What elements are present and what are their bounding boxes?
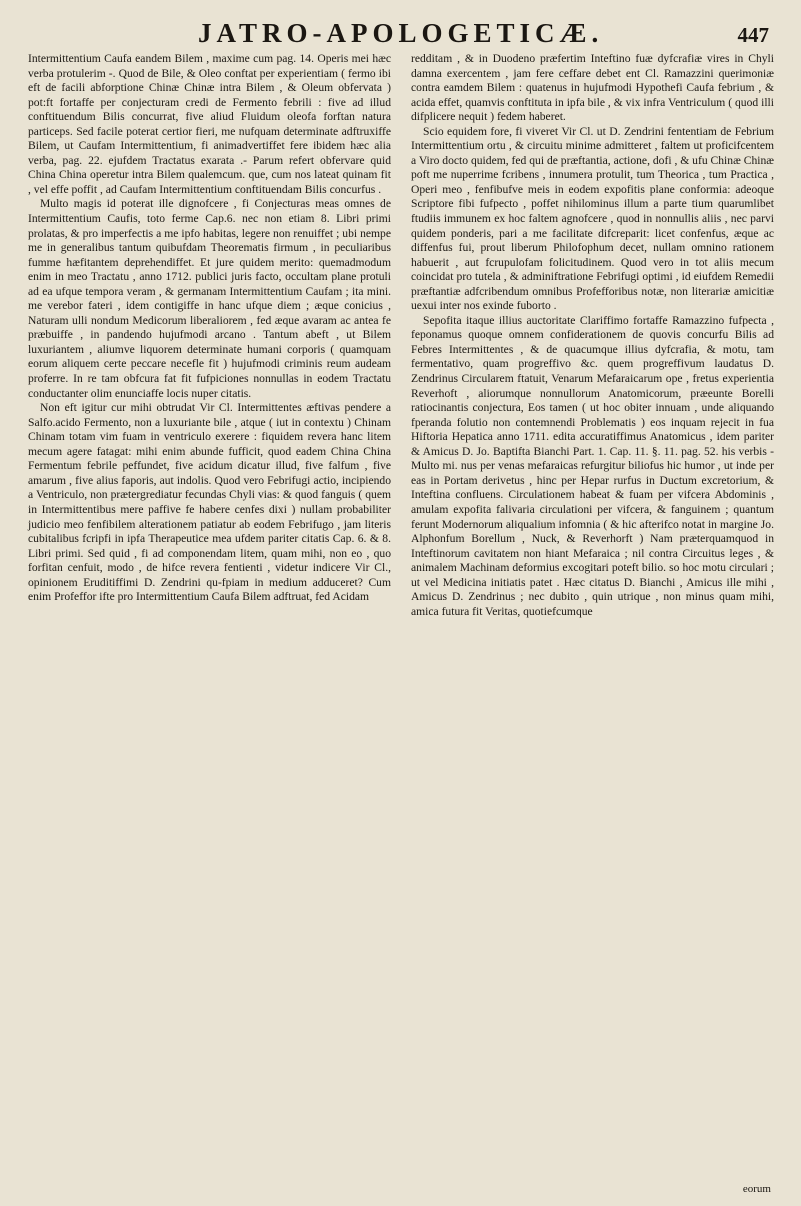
page-number: 447 bbox=[737, 23, 769, 47]
running-title: JATRO-APOLOGETICÆ. bbox=[198, 18, 604, 48]
catchword: eorum bbox=[742, 1183, 771, 1195]
paragraph: Multo magis id poterat ille dignofcere , fi Conjecturas meas omnes de Intermittentium Caufis, toto ferme Cap.6. nec non etiam 8. Libri primi prolatas, & pro imperfectis a me ipfo habitas, legere non renuiffet ; ubi nempe me in generalibus tantum quibufdam Theorematis firmum , in peculiaribus fumme hæfitantem deprehendiffet. Et jure quidem merito: quemadmodum enim in meo Tractatu , anno 1712. publici juris facto, occultam plane protuli ad ea ufque tempora veram , & germanam Intermittentium Caufam ; ita mini. me verebor fateri , idem contigiffe in hanc ufque diem ; æque conicius , Naturam ulli nondum Medicorum liberaliorem , fed æque avaram ac antea fe præbuiffe , in pandendo hujufmodi arcano . Tantum abeft , ut Bilem luxuriantem , aliumve liquorem determinate humani corporis ( quamquam eorum aliquem certe peccare necefle fit ) hujufmodi criminis reum audeam proferre. In re tam obfcura fat fit fufpiciones nonnullas in eodem Tractatu conductanter olim enunciaffe locis nuper citatis. bbox=[28, 197, 391, 400]
paragraph: Non eft igitur cur mihi obtrudat Vir Cl. Intermittentes æftivas pendere a Salfo.acido Fermento, non a luxuriante bile , atque ( iut in contextu ) Chinam Chinam totam vim fuam in ventriculo exerere : fiquidem revera hanc litem mecum agere fatagat: mihi enim abunde fufficit, quod eadem China China Fermentum febrile peffundet, five acidum dicatur illud, five falfum , five amarum , five alius faporis, aut indolis. Quod vero Febrifugi actio, incipiendo a Ventriculo, non prætergrediatur fecundas Chyli vias: & quod fanguis ( quem in Intermittentibus mere paffive fe habere cenfes dixi ) nullam probabiliter judicio meo fenfibilem alterationem patiatur ab eodem Febrifugo , jam literis cubitalibus fcripfi in ipfa Therapeutice mea ufdem pariter citatis Cap. 6. & 8. Libri primi. Sed quid , fi ad componendam litem, quam mihi, non eo , quo forfitan cenfuit, modo , de hifce revera fentienti , videtur indicere Vir Cl., opinionem Eruditiffimi D. Zendrini qu-fpiam in medium adduceret? Cum enim Profeffor ifte pro Intermittentium Caufa Bilem adftruat, fed Acidam bbox=[28, 401, 391, 604]
paragraph: redditam , & in Duodeno præfertim Inteftino fuæ dyfcrafiæ vires in Chyli damna exercentem , jam fere ceffare debet ent Cl. Ramazzini querimoniæ contra eamdem Bilem : quatenus in hujufmodi Hypothefi Caufa febrium , & acida effet, quamvis conftituta in ipfa bile , & vix infra Ventriculum ( quod illi difplicere nequit ) fedem haberet. bbox=[411, 52, 774, 124]
left-column bbox=[28, 52, 391, 619]
paragraph: Intermittentium Caufa eandem Bilem , maxime cum pag. 14. Operis mei hæc verba protulerim -. Quod de Bile, & Oleo conftat per experientiam ( fermo ibi eft de facili abforptione Chinæ Chinæ intra Bilem , & Oleum obfervata ) pot:ft fortaffe per conjecturam credi de Fermento febrili : five ad illud conftituendum Bilis concurrat, five aliud Fluidum oleofa forftan natura particeps. Sed facile poterat certior fieri, me nufquam determinate adftruxiffe Bilem, ut Caufam Intermittentium, fi animadvertiffet fere ibidem hæc alia verba, pag. 22. ejufdem Tractatus exarata .- Parum refert obfervare quid China China operetur intra Bilem qualemcum. que, cum nos lateat quinam fit , vel effe poffit , ad Caufam Intermittentium conftituendam Bilis concurfus . bbox=[28, 52, 391, 196]
text-columns bbox=[28, 52, 775, 619]
paragraph: Scio equidem fore, fi viveret Vir Cl. ut D. Zendrini fententiam de Febrium Intermittentium ortu , & circuitu minime admitteret , faltem ut proficifcentem a Viro docto quidem, fed qui de præftantia, actione, dofi , & ufu Chinæ Chinæ poft me nuperrime fcribens , innumera protulit, tum Theorica , tum Practica , Operi meo , fenfibufve meis in eodem expofitis plane conformia: adeoque Scriptore fibi fufpecto , poffet nihilominus illum a parte tium quarumlibet ftudiis immunem ex hoc faltem agnofcere , quod in nonnullis aliis , nec parvi quidem ponderis, pari a me facilitate difcreparit: licet confenfus, æque ac diffenfus fui, prout liberum Philofophum decet, nullam omnino rationem habuerit , aut fcrupulofam folicitudinem. Quod vero in tot aliis mecum coincidat pro tutela , & adminiftratione Febrifugi optimi , id eiufdem Remedii præftantiæ adfcribendum omnibus Profefforibus notæ, non literariæ amicitiæ uexui inter nos exinde fuborto . bbox=[411, 124, 774, 313]
page-header bbox=[28, 18, 775, 48]
paragraph: Sepofita itaque illius auctoritate Clariffimo fortaffe Ramazzino fufpecta , feponamus quoque omnem confiderationem de quovis concurfu Bilis ad Febres Intermittentes , & de quacumque illius dyfcrafia, & motu, tam fermentativo, quam progreffivo &c. quem progreffivum laudatus D. Zendrinus Circularem ftatuit, Venarum Mefaraicarum ope , fretus experientia Reverhoft , aliorumque nonnullorum Anatomicorum, præeunte Borelli ratiocinantis conjectura, Eos tamen ( ut hoc obiter innuam , unde aliquando fperanda folutio non contemnendi Problematis ) eos inquam rejecit in fua Hiftoria Hepatica anno 1711. edita accuratiffimus Anatomicus , idem pariter & Amicus D. Jo. Baptifta Bianchi Part. 1. Cap. 11. §. 11. pag. 52. his verbis - Multo mi. nus per venas mefaraicas refurgitur biliofus hic humor , ut inde per eas in Portam derivetus , hinc per Hepar rurfus in Ductum excretorium, & Inteftina confluens. Circulationem habeat & fuam per vifcera Abdominis , amulam expofita falivaria circulationi per vifcera, & fanguinem ; quantum ferunt Modernorum aliqualium infomnia ( & hic afterifco notat in margine Jo. Alphonfum Borellum , Nuck, & Reverhorft ) Nam præterquamquod in Inteftinorum cavitatem non hiant Mefaraica ; nil contra Circuitus leges , & animalem Machinam deformius excogitari poteft bilio. so hoc motu circulari ; ut vel Medicina initiatis patet . Hæc citatus D. Bianchi , Amicus ille mihi , Amicus D. Zendrinus ; nec dubito , quin utrique , non minus quam mihi, amica futura fit Veritas, quotiefcumque bbox=[411, 313, 774, 618]
right-column bbox=[411, 52, 774, 619]
